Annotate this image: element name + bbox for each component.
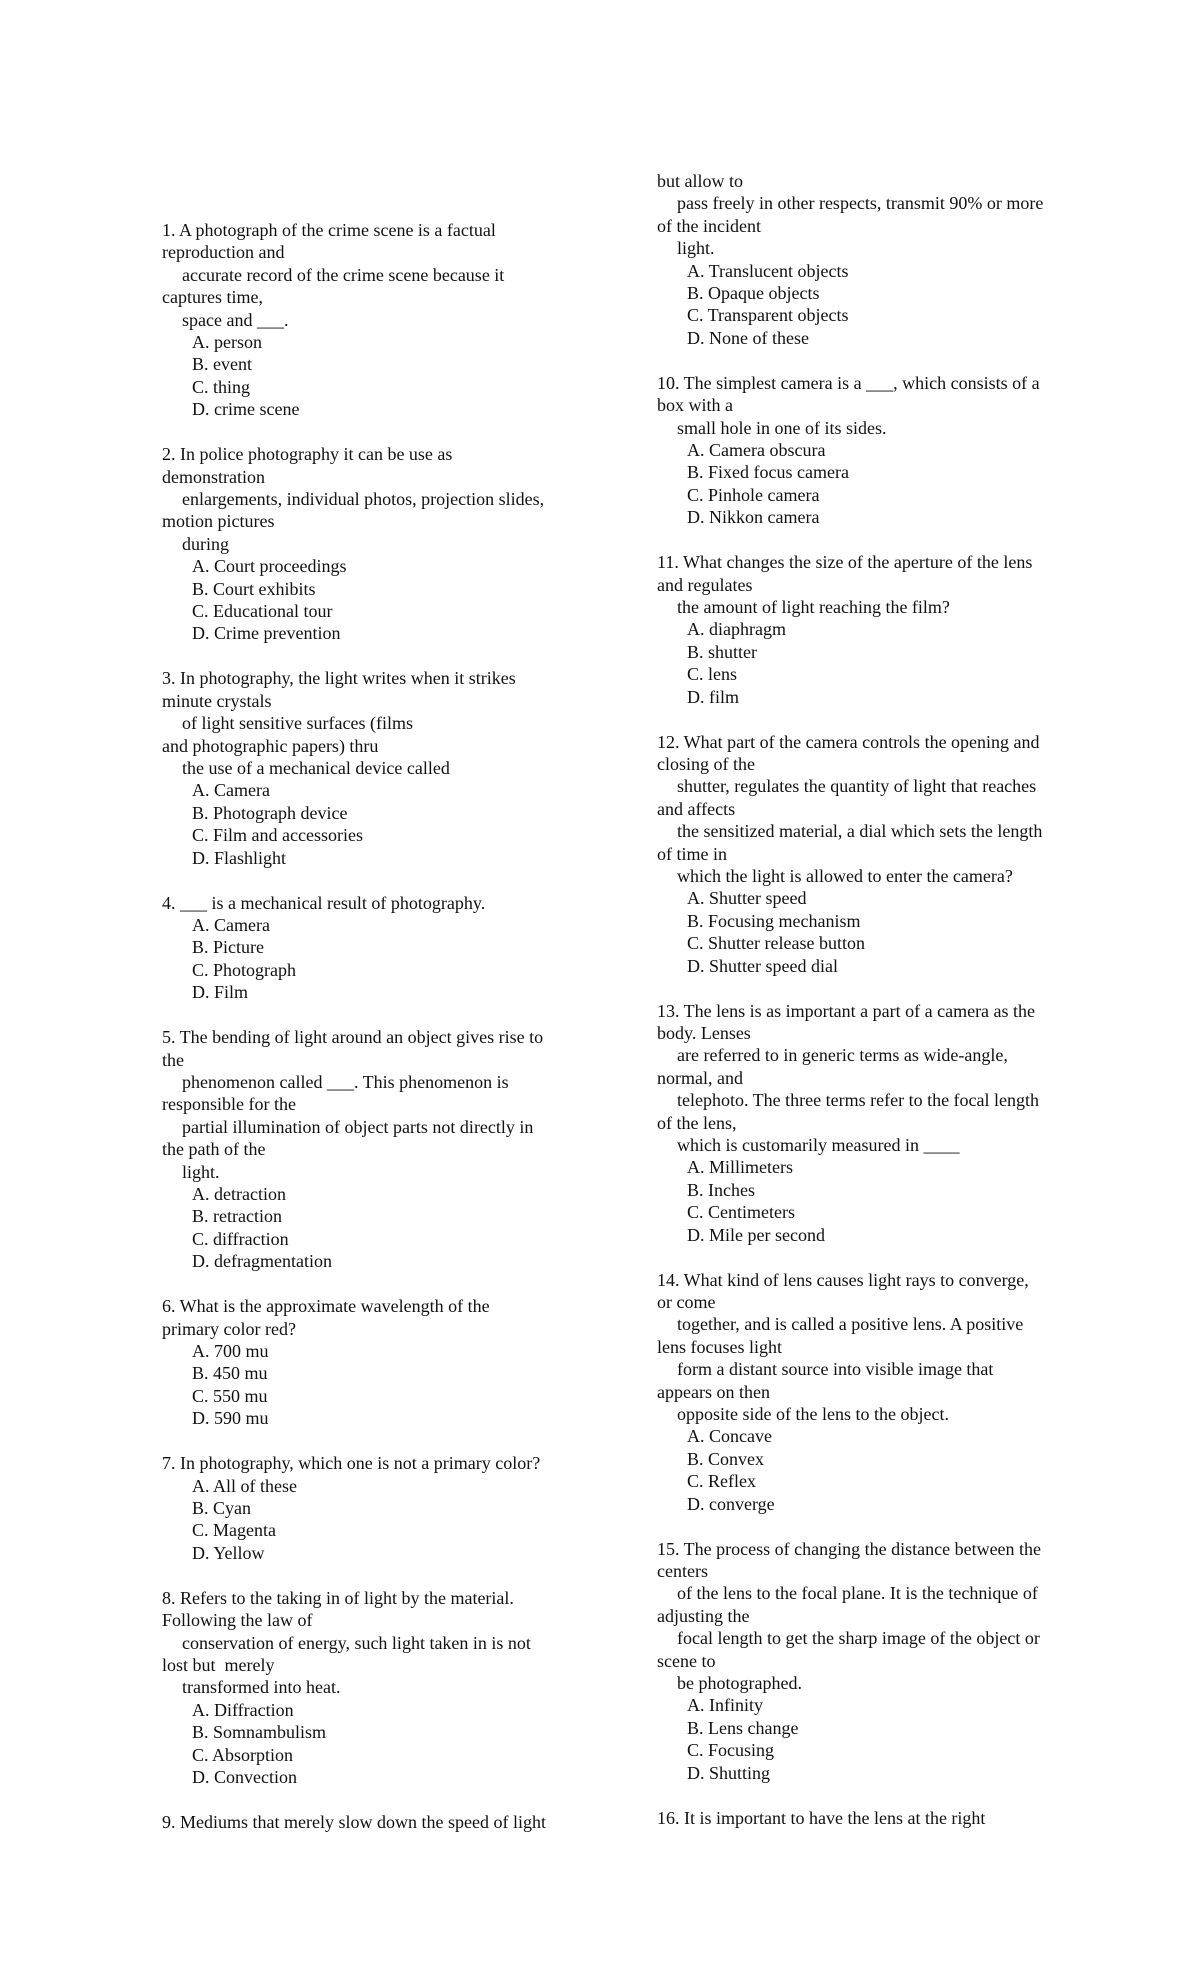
answer-option: D. Flashlight	[192, 847, 287, 868]
question-stem: 10. The simplest camera is a ___, which consists of a	[657, 372, 1040, 393]
question-stem: 13. The lens is as important a part of a camera as the	[657, 1000, 1036, 1021]
question-text-line: minute crystals	[162, 690, 272, 711]
question-text-line: light.	[677, 238, 715, 259]
question-stem: 5. The bending of light around an object gives rise to	[162, 1027, 544, 1048]
answer-option: B. Convex	[687, 1448, 765, 1469]
answer-option: A. Camera	[192, 780, 270, 801]
question-text-line: box with a	[657, 395, 733, 416]
answer-option: B. Opaque objects	[687, 283, 820, 303]
answer-option: D. Convection	[192, 1767, 297, 1787]
question-text-line: partial illumination of object parts not directly in	[182, 1116, 534, 1137]
answer-option: D. defragmentation	[192, 1251, 332, 1272]
answer-option: B. Inches	[687, 1179, 755, 1200]
question-text-line: the	[162, 1049, 184, 1070]
question-stem: 8. Refers to the taking in of light by the material.	[162, 1587, 514, 1608]
question-text-line: motion pictures	[162, 511, 275, 532]
question-text-line: which the light is allowed to enter the camera?	[677, 866, 1013, 886]
answer-option: D. Mile per second	[687, 1224, 825, 1245]
answer-option: C. Focusing	[687, 1740, 775, 1761]
answer-option: C. Educational tour	[192, 601, 333, 621]
answer-option: B. Cyan	[192, 1498, 252, 1518]
question-text-line: phenomenon called ___. This phenomenon is	[182, 1072, 509, 1092]
question-text-line: opposite side of the lens to the object.	[677, 1404, 949, 1424]
answer-option: C. lens	[687, 664, 738, 685]
answer-option: C. thing	[192, 376, 251, 397]
answer-option: D. film	[687, 686, 739, 707]
answer-option: B. Picture	[192, 937, 264, 958]
question-text-line: of light sensitive surfaces (films	[182, 713, 413, 734]
question-text-line: the amount of light reaching the film?	[677, 597, 950, 617]
question-text-line: form a distant source into visible image that	[677, 1359, 994, 1380]
answer-option: B. event	[192, 354, 252, 375]
answer-option: B. Photograph device	[192, 802, 348, 823]
answer-option: C. Pinhole camera	[687, 484, 820, 505]
question-text-line: centers	[657, 1561, 708, 1581]
answer-option: D. Yellow	[192, 1542, 265, 1563]
answer-option: A. Diffraction	[192, 1699, 294, 1720]
question-stem: 2. In police photography it can be use as	[162, 444, 453, 465]
answer-option: B. retraction	[192, 1206, 282, 1227]
question-text-line: and affects	[657, 798, 736, 819]
answer-option: B. Court exhibits	[192, 578, 316, 599]
answer-option: D. Shutter speed dial	[687, 955, 838, 976]
answer-option: B. 450 mu	[192, 1363, 268, 1384]
answer-option: A. diaphragm	[687, 619, 786, 640]
answer-option: D. crime scene	[192, 399, 300, 420]
answer-option: A. Camera obscura	[687, 440, 826, 460]
question-text-line: shutter, regulates the quantity of light that reaches	[677, 776, 1037, 797]
question-text-line: but allow to	[657, 171, 743, 191]
answer-option: C. Centimeters	[687, 1202, 795, 1223]
answer-option: A. Millimeters	[687, 1157, 793, 1178]
question-text-line: light.	[182, 1161, 220, 1182]
answer-option: B. Somnambulism	[192, 1722, 327, 1743]
question-text-line: space and ___.	[182, 309, 289, 330]
answer-option: D. converge	[687, 1493, 775, 1514]
question-text-line: the sensitized material, a dial which sets the length	[677, 821, 1043, 842]
question-text-line: normal, and	[657, 1067, 743, 1088]
question-stem: 16. It is important to have the lens at the right	[657, 1807, 986, 1828]
answer-option: A. Court proceedings	[192, 556, 347, 577]
answer-option: B. Focusing mechanism	[687, 910, 861, 931]
answer-option: A. 700 mu	[192, 1341, 269, 1361]
answer-option: A. Shutter speed	[687, 888, 807, 909]
answer-option: D. 590 mu	[192, 1408, 269, 1429]
question-text-line: conservation of energy, such light taken in is not	[182, 1632, 531, 1653]
answer-option: C. Magenta	[192, 1520, 276, 1541]
question-stem: 14. What kind of lens causes light rays to converge,	[657, 1269, 1029, 1290]
answer-option: A. detraction	[192, 1184, 286, 1204]
answer-option: A. All of these	[192, 1475, 297, 1496]
answer-option: C. Photograph	[192, 959, 297, 980]
answer-option: C. Absorption	[192, 1744, 294, 1765]
question-text-line: which is customarily measured in ____	[677, 1135, 960, 1155]
question-text-line: pass freely in other respects, transmit 90% or more	[677, 193, 1044, 214]
answer-option: C. Film and accessories	[192, 825, 363, 846]
answer-option: C. 550 mu	[192, 1385, 268, 1406]
question-text-line: transformed into heat.	[182, 1677, 341, 1698]
answer-option: D. None of these	[687, 327, 809, 348]
question-text-line: captures time,	[162, 287, 263, 308]
question-text-line: of the incident	[657, 215, 761, 236]
question-text-line: Following the law of	[162, 1610, 313, 1631]
question-text-line: lens focuses light	[657, 1336, 782, 1357]
answer-option: A. Translucent objects	[687, 260, 849, 281]
question-stem: 1. A photograph of the crime scene is a factual	[162, 220, 496, 240]
question-text-line: adjusting the	[657, 1605, 750, 1626]
question-stem: 4. ___ is a mechanical result of photography.	[162, 892, 486, 913]
question-text-line: and photographic papers) thru	[162, 735, 379, 756]
question-text-line: lost but merely	[162, 1655, 275, 1675]
answer-option: C. Transparent objects	[687, 305, 849, 326]
question-stem: 11. What changes the size of the aperture of the lens	[657, 552, 1033, 573]
question-text-line: be photographed.	[677, 1673, 802, 1693]
question-text-line: scene to	[657, 1650, 716, 1671]
question-text-line: responsible for the	[162, 1094, 296, 1115]
question-text-line: telephoto. The three terms refer to the focal length	[677, 1090, 1040, 1111]
question-text-line: reproduction and	[162, 242, 285, 263]
answer-option: C. Shutter release button	[687, 933, 865, 954]
question-text-line: the path of the	[162, 1139, 266, 1160]
question-text-line: closing of the	[657, 754, 755, 774]
answer-option: B. shutter	[687, 641, 757, 662]
answer-option: C. Reflex	[687, 1471, 756, 1492]
question-text-line: the use of a mechanical device called	[182, 758, 450, 778]
question-text-line: primary color red?	[162, 1318, 296, 1339]
question-text-line: appears on then	[657, 1381, 770, 1402]
question-stem: 9. Mediums that merely slow down the speed of light	[162, 1812, 546, 1832]
question-text-line: small hole in one of its sides.	[677, 417, 887, 438]
question-text-line: focal length to get the sharp image of the object or	[677, 1628, 1040, 1649]
question-text-line: enlargements, individual photos, projection slides,	[182, 489, 545, 509]
question-text-line: are referred to in generic terms as wide-angle,	[677, 1045, 1008, 1066]
answer-option: C. diffraction	[192, 1228, 289, 1249]
question-text-line: together, and is called a positive lens. A positive	[677, 1314, 1024, 1335]
question-text-line: body. Lenses	[657, 1023, 751, 1043]
answer-option: A. Camera	[192, 915, 270, 935]
question-stem: 7. In photography, which one is not a primary color?	[162, 1453, 541, 1474]
question-stem: 15. The process of changing the distance between the	[657, 1538, 1042, 1559]
answer-option: A. Concave	[687, 1426, 772, 1447]
question-stem: 3. In photography, the light writes when it strikes	[162, 668, 516, 689]
question-text-line: accurate record of the crime scene because it	[182, 264, 505, 285]
answer-option: B. Fixed focus camera	[687, 462, 849, 483]
question-text-line: demonstration	[162, 466, 265, 487]
answer-option: A. person	[192, 332, 262, 352]
question-text-line: during	[182, 533, 229, 554]
question-stem: 6. What is the approximate wavelength of the	[162, 1296, 490, 1317]
question-text-line: of time in	[657, 843, 727, 864]
question-text-line: of the lens,	[657, 1112, 737, 1133]
question-stem: 12. What part of the camera controls the opening and	[657, 731, 1040, 752]
answer-option: A. Infinity	[687, 1695, 763, 1716]
answer-option: D. Shutting	[687, 1762, 771, 1783]
question-text-line: and regulates	[657, 574, 753, 595]
answer-option: D. Nikkon camera	[687, 507, 820, 528]
answer-option: D. Crime prevention	[192, 623, 341, 644]
answer-option: D. Film	[192, 982, 249, 1003]
answer-option: B. Lens change	[687, 1717, 799, 1738]
question-text-line: or come	[657, 1292, 716, 1312]
question-text-line: of the lens to the focal plane. It is the technique of	[677, 1583, 1038, 1604]
